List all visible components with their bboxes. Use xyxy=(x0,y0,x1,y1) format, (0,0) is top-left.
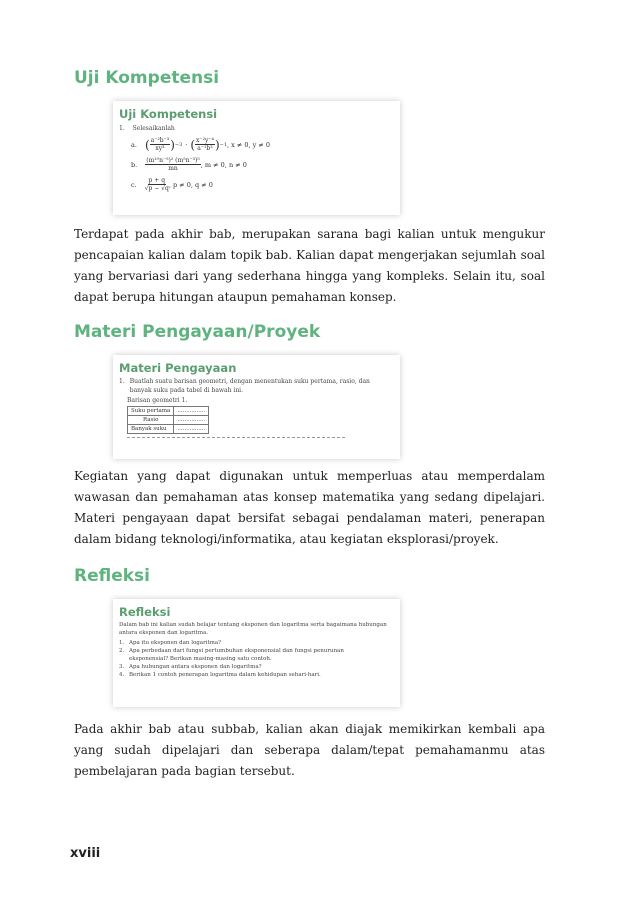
table-cell-value: ................ xyxy=(174,416,209,425)
table-cell-value: ................ xyxy=(174,425,209,434)
card-title: Refleksi xyxy=(119,605,171,619)
item-text: Apa itu eksponen dan logaritma? xyxy=(129,640,222,646)
table-cell-label: Suku pertama xyxy=(128,407,174,416)
numerator: (m¹⁰n⁻⁵)² (m⁵n⁻³)⁵ xyxy=(146,157,200,164)
numerator: p + q xyxy=(148,177,166,184)
numerator: x⁻²y⁻⁴ xyxy=(196,137,214,144)
item-number: 2. xyxy=(119,648,125,654)
denominator: mn xyxy=(168,165,178,172)
item-text: Apa hubungan antara eksponen dan logaritma? xyxy=(129,664,262,670)
table-caption: Barisan geometri 1. xyxy=(127,397,188,404)
question-header xyxy=(119,124,400,133)
refleksi-description: Pada akhir bab atau subbab, kalian akan diajak memikirkan kembali apa yang sudah dipelajari dan seberapa dalam/tepat pemahamanmu atas pembelajaran pada bagian tersebut. xyxy=(74,722,545,778)
section-title-materi-pengayaan: Materi Pengayaan/Proyek xyxy=(74,322,321,342)
fraction xyxy=(145,177,169,192)
row-label: a. xyxy=(131,140,137,149)
materi-question xyxy=(119,377,392,395)
denominator: xy³ xyxy=(155,145,165,152)
condition: , x ≠ 0, y ≠ 0 xyxy=(227,140,271,149)
item-number: 1. xyxy=(119,125,125,132)
refleksi-example-image xyxy=(113,599,400,707)
item-number: 1. xyxy=(119,378,125,385)
item-text: Berikan 1 contoh penerapan logaritma dalam kehidupan sehari-hari. xyxy=(129,672,321,678)
uji-kompetensi-example-image xyxy=(113,101,400,215)
refleksi-intro: Dalam bab ini kalian sudah belajar tentang eksponen dan logaritma serta bagaimana hubungan antara eksponen dan logaritma. xyxy=(119,622,387,636)
table-cell-label: Rasio xyxy=(128,416,174,425)
fraction xyxy=(150,137,171,152)
numerator: a⁻²b⁻³ xyxy=(150,137,170,144)
card-title: Uji Kompetensi xyxy=(119,107,218,121)
question-row-c xyxy=(131,177,400,192)
item-number: 4. xyxy=(119,672,125,678)
row-label: c. xyxy=(131,180,137,189)
list-item xyxy=(119,671,400,679)
card-title: Materi Pengayaan xyxy=(119,361,237,375)
list-item xyxy=(119,663,400,671)
item-label: Selesaikanlah xyxy=(132,125,175,132)
item-text: Apa perbedaan dari fungsi pertumbuhan eksponensial dan fungsi penurunan eksponensial? Berikan masing-masing satu contoh. xyxy=(129,648,344,662)
table-row xyxy=(128,407,209,416)
question-row-a: a. ( $\frac{\text{a⁻²b⁻³}}{\text{xy³}}$ ) −3 · ( $\frac{\text{x⁻²y⁻⁴}}{\text{a⁻¹b³}}$ ) −1 , x ≠ 0, y ≠ 0 xyxy=(131,137,271,152)
exponent: −3 xyxy=(174,141,183,148)
list-item xyxy=(119,647,400,663)
question-row-b xyxy=(131,157,400,172)
row-label: b. xyxy=(131,160,138,169)
refleksi-question-list xyxy=(119,639,400,679)
exponent: −1 xyxy=(219,141,228,148)
page-number: xviii xyxy=(70,846,101,861)
geometric-sequence-table xyxy=(127,406,209,434)
condition: , m ≠ 0, n ≠ 0 xyxy=(200,160,247,169)
section-title-refleksi: Refleksi xyxy=(74,566,151,586)
table-row xyxy=(128,425,209,434)
item-number: 1. xyxy=(119,640,125,646)
materi-pengayaan-description: Kegiatan yang dapat digunakan untuk memperluas atau memperdalam wawasan dan pemahaman atas konsep matematika yang sedang dipelajari. Materi pengayaan dapat bersifat sebagai pendalaman materi, penerapan dalam bidang teknologi/informatika, atau kegiatan eksplorasi/proyek. xyxy=(74,469,545,546)
item-text: Buatlah suatu barisan geometri, dengan menentukan suku pertama, rasio, dan banyak suku pada tabel di bawah ini. xyxy=(129,378,370,394)
section-title-uji-kompetensi: Uji Kompetensi xyxy=(74,68,220,88)
uji-kompetensi-description: Terdapat pada akhir bab, merupakan sarana bagi kalian untuk mengukur pencapaian kalian dalam topik bab. Kalian dapat mengerjakan sejumlah soal yang bervariasi dari yang sederhana hingga yang kompleks. Selain itu, soal dapat berupa hitungan ataupun pemahaman konsep. xyxy=(74,227,545,304)
item-number: 3. xyxy=(119,664,125,670)
table-cell-label: Banyak suku xyxy=(128,425,174,434)
fraction xyxy=(195,137,215,152)
denominator: a⁻¹b³ xyxy=(197,145,213,152)
list-item xyxy=(119,639,400,647)
dashed-divider xyxy=(127,437,345,438)
denominator: √p − √q xyxy=(144,185,169,192)
table-row xyxy=(128,416,209,425)
fraction xyxy=(145,157,201,172)
materi-pengayaan-example-image xyxy=(113,355,400,459)
condition: , p ≠ 0, q ≠ 0 xyxy=(168,180,213,189)
table-cell-value: ................ xyxy=(174,407,209,416)
